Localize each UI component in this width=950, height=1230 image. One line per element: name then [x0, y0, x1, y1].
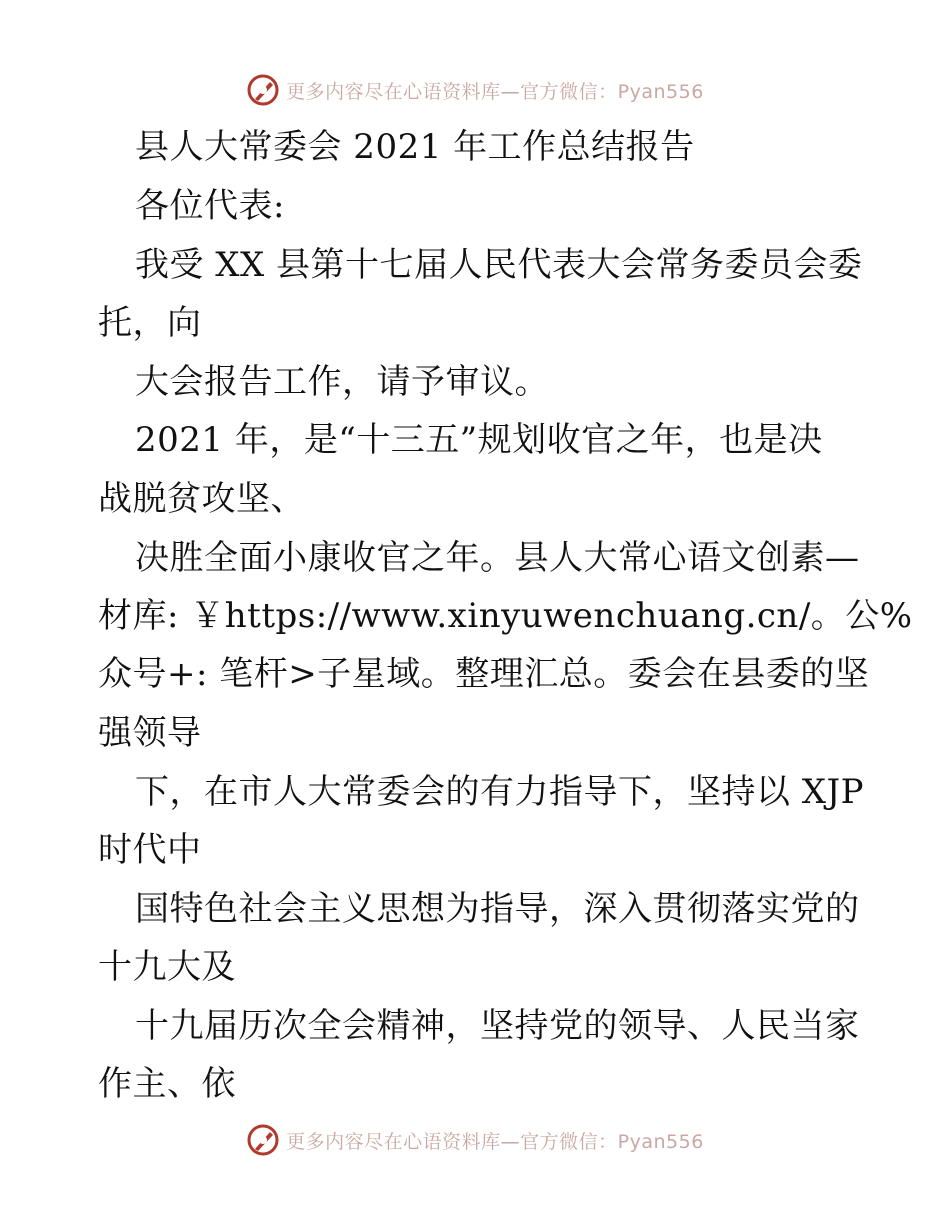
salutation: 各位代表: — [135, 186, 285, 226]
footer-watermark — [0, 1120, 950, 1160]
watermark-separator: — — [500, 1130, 521, 1153]
watermark-wechat: 官方微信：Pyan556 — [520, 80, 704, 103]
watermark-text: 更多内容尽在心语资料库 — [286, 80, 501, 103]
watermark-wechat: 官方微信：Pyan556 — [520, 1130, 704, 1153]
document-title: 县人大常委会 2021 年工作总结报告 — [135, 127, 695, 167]
paragraph-line: 时代中 — [98, 830, 202, 870]
paragraph-line: 下，在市人大常委会的有力指导下，坚持以 XJP — [135, 772, 865, 812]
watermark-text: 更多内容尽在心语资料库 — [286, 1130, 501, 1153]
paragraph-line: 托，向 — [98, 303, 202, 343]
pen-logo-icon — [246, 1123, 280, 1157]
watermark-separator: — — [500, 80, 521, 103]
paragraph-line: 大会报告工作，请予审议。 — [135, 362, 549, 402]
paragraph-line: 决胜全面小康收官之年。县人大常心语文创素— — [135, 538, 860, 578]
paragraph-line: 众号+: 笔杆>子星域。整理汇总。委会在县委的坚 — [98, 654, 870, 694]
paragraph-line: 战脱贫攻坚、 — [98, 479, 305, 519]
paragraph-line: 2021 年，是“十三五”规划收官之年，也是决 — [135, 420, 823, 460]
paragraph-line: 我受 XX 县第十七届人民代表大会常务委员会委 — [135, 245, 863, 285]
paragraph-line: 强领导 — [98, 713, 202, 753]
paragraph-line: 十九届历次全会精神，坚持党的领导、人民当家 — [135, 1006, 860, 1046]
paragraph-line: 作主、依 — [98, 1064, 236, 1104]
paragraph-line: 十九大及 — [98, 947, 236, 987]
paragraph-line: 材库: ￥https://www.xinyuwenchuang.cn/。公% — [98, 596, 913, 636]
paragraph-line: 国特色社会主义思想为指导，深入贯彻落实党的 — [135, 889, 860, 929]
